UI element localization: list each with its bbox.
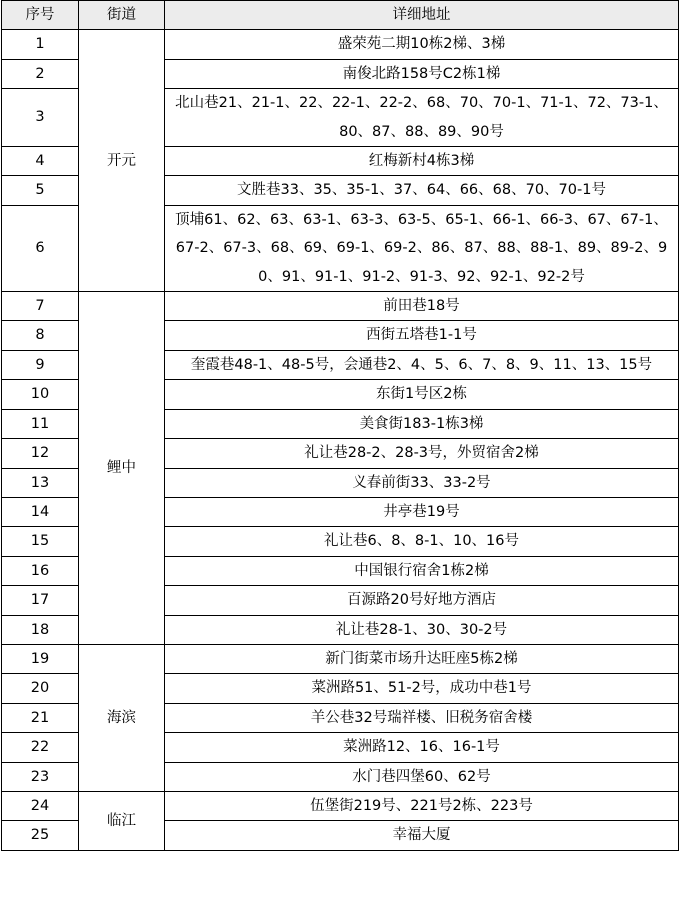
address-cell: 红梅新村4栋3梯 (165, 147, 679, 176)
address-cell: 菜洲路51、51-2号，成功中巷1号 (165, 674, 679, 703)
address-cell: 中国银行宿舍1栋2梯 (165, 556, 679, 585)
row-number: 5 (2, 176, 79, 205)
row-number: 25 (2, 821, 79, 850)
row-number: 20 (2, 674, 79, 703)
table-row (2, 791, 679, 820)
address-cell: 北山巷21、21-1、22、22-1、22-2、68、70、70-1、71-1、72、73-1、80、87、88、89、90号 (165, 89, 679, 147)
header-detail: 详细地址 (165, 1, 679, 30)
address-cell: 东街1号区2栋 (165, 380, 679, 409)
address-cell: 南俊北路158号C2栋1梯 (165, 59, 679, 88)
table-row (2, 644, 679, 673)
row-number: 22 (2, 733, 79, 762)
address-cell: 井亭巷19号 (165, 497, 679, 526)
row-number: 19 (2, 644, 79, 673)
row-number: 16 (2, 556, 79, 585)
row-number: 14 (2, 497, 79, 526)
row-number: 2 (2, 59, 79, 88)
address-cell: 顶埔61、62、63、63-1、63-3、63-5、65-1、66-1、66-3、67、67-1、67-2、67-3、68、69、69-1、69-2、86、87、88、88-1、89、89-2、90、91、91-1、91-2、91-3、92、92-1、92-2号 (165, 205, 679, 291)
table-row (2, 292, 679, 321)
address-cell: 礼让巷28-2、28-3号，外贸宿舍2梯 (165, 439, 679, 468)
row-number: 3 (2, 89, 79, 147)
address-cell: 西街五塔巷1-1号 (165, 321, 679, 350)
address-cell: 盛荣苑二期10栋2梯、3梯 (165, 30, 679, 59)
row-number: 6 (2, 205, 79, 291)
row-number: 15 (2, 527, 79, 556)
address-cell: 文胜巷33、35、35-1、37、64、66、68、70、70-1号 (165, 176, 679, 205)
address-cell: 义春前街33、33-2号 (165, 468, 679, 497)
row-number: 13 (2, 468, 79, 497)
address-table (1, 0, 679, 851)
header-index: 序号 (2, 1, 79, 30)
row-number: 1 (2, 30, 79, 59)
address-cell: 奎霞巷48-1、48-5号，会通巷2、4、5、6、7、8、9、11、13、15号 (165, 350, 679, 379)
address-cell: 前田巷18号 (165, 292, 679, 321)
address-cell: 水门巷四堡60、62号 (165, 762, 679, 791)
row-number: 9 (2, 350, 79, 379)
row-number: 23 (2, 762, 79, 791)
row-number: 11 (2, 409, 79, 438)
address-cell: 新门街菜市场升达旺座5栋2梯 (165, 644, 679, 673)
row-number: 18 (2, 615, 79, 644)
row-number: 8 (2, 321, 79, 350)
address-cell: 伍堡街219号、221号2栋、223号 (165, 791, 679, 820)
address-cell: 礼让巷28-1、30、30-2号 (165, 615, 679, 644)
row-number: 24 (2, 791, 79, 820)
address-cell: 美食街183-1栋3梯 (165, 409, 679, 438)
row-number: 21 (2, 703, 79, 732)
street-cell-linjiang: 临江 (79, 791, 165, 850)
address-cell: 羊公巷32号瑞祥楼、旧税务宿舍楼 (165, 703, 679, 732)
street-cell-kaiyuan: 开元 (79, 30, 165, 292)
address-cell: 菜洲路12、16、16-1号 (165, 733, 679, 762)
street-cell-lizhong: 鲤中 (79, 292, 165, 645)
row-number: 4 (2, 147, 79, 176)
row-number: 7 (2, 292, 79, 321)
row-number: 17 (2, 586, 79, 615)
row-number: 12 (2, 439, 79, 468)
table-header-row (2, 1, 679, 30)
header-street: 街道 (79, 1, 165, 30)
address-cell: 礼让巷6、8、8-1、10、16号 (165, 527, 679, 556)
address-cell: 幸福大厦 (165, 821, 679, 850)
row-number: 10 (2, 380, 79, 409)
table-row (2, 30, 679, 59)
address-cell: 百源路20号好地方酒店 (165, 586, 679, 615)
street-cell-haibin: 海滨 (79, 644, 165, 791)
